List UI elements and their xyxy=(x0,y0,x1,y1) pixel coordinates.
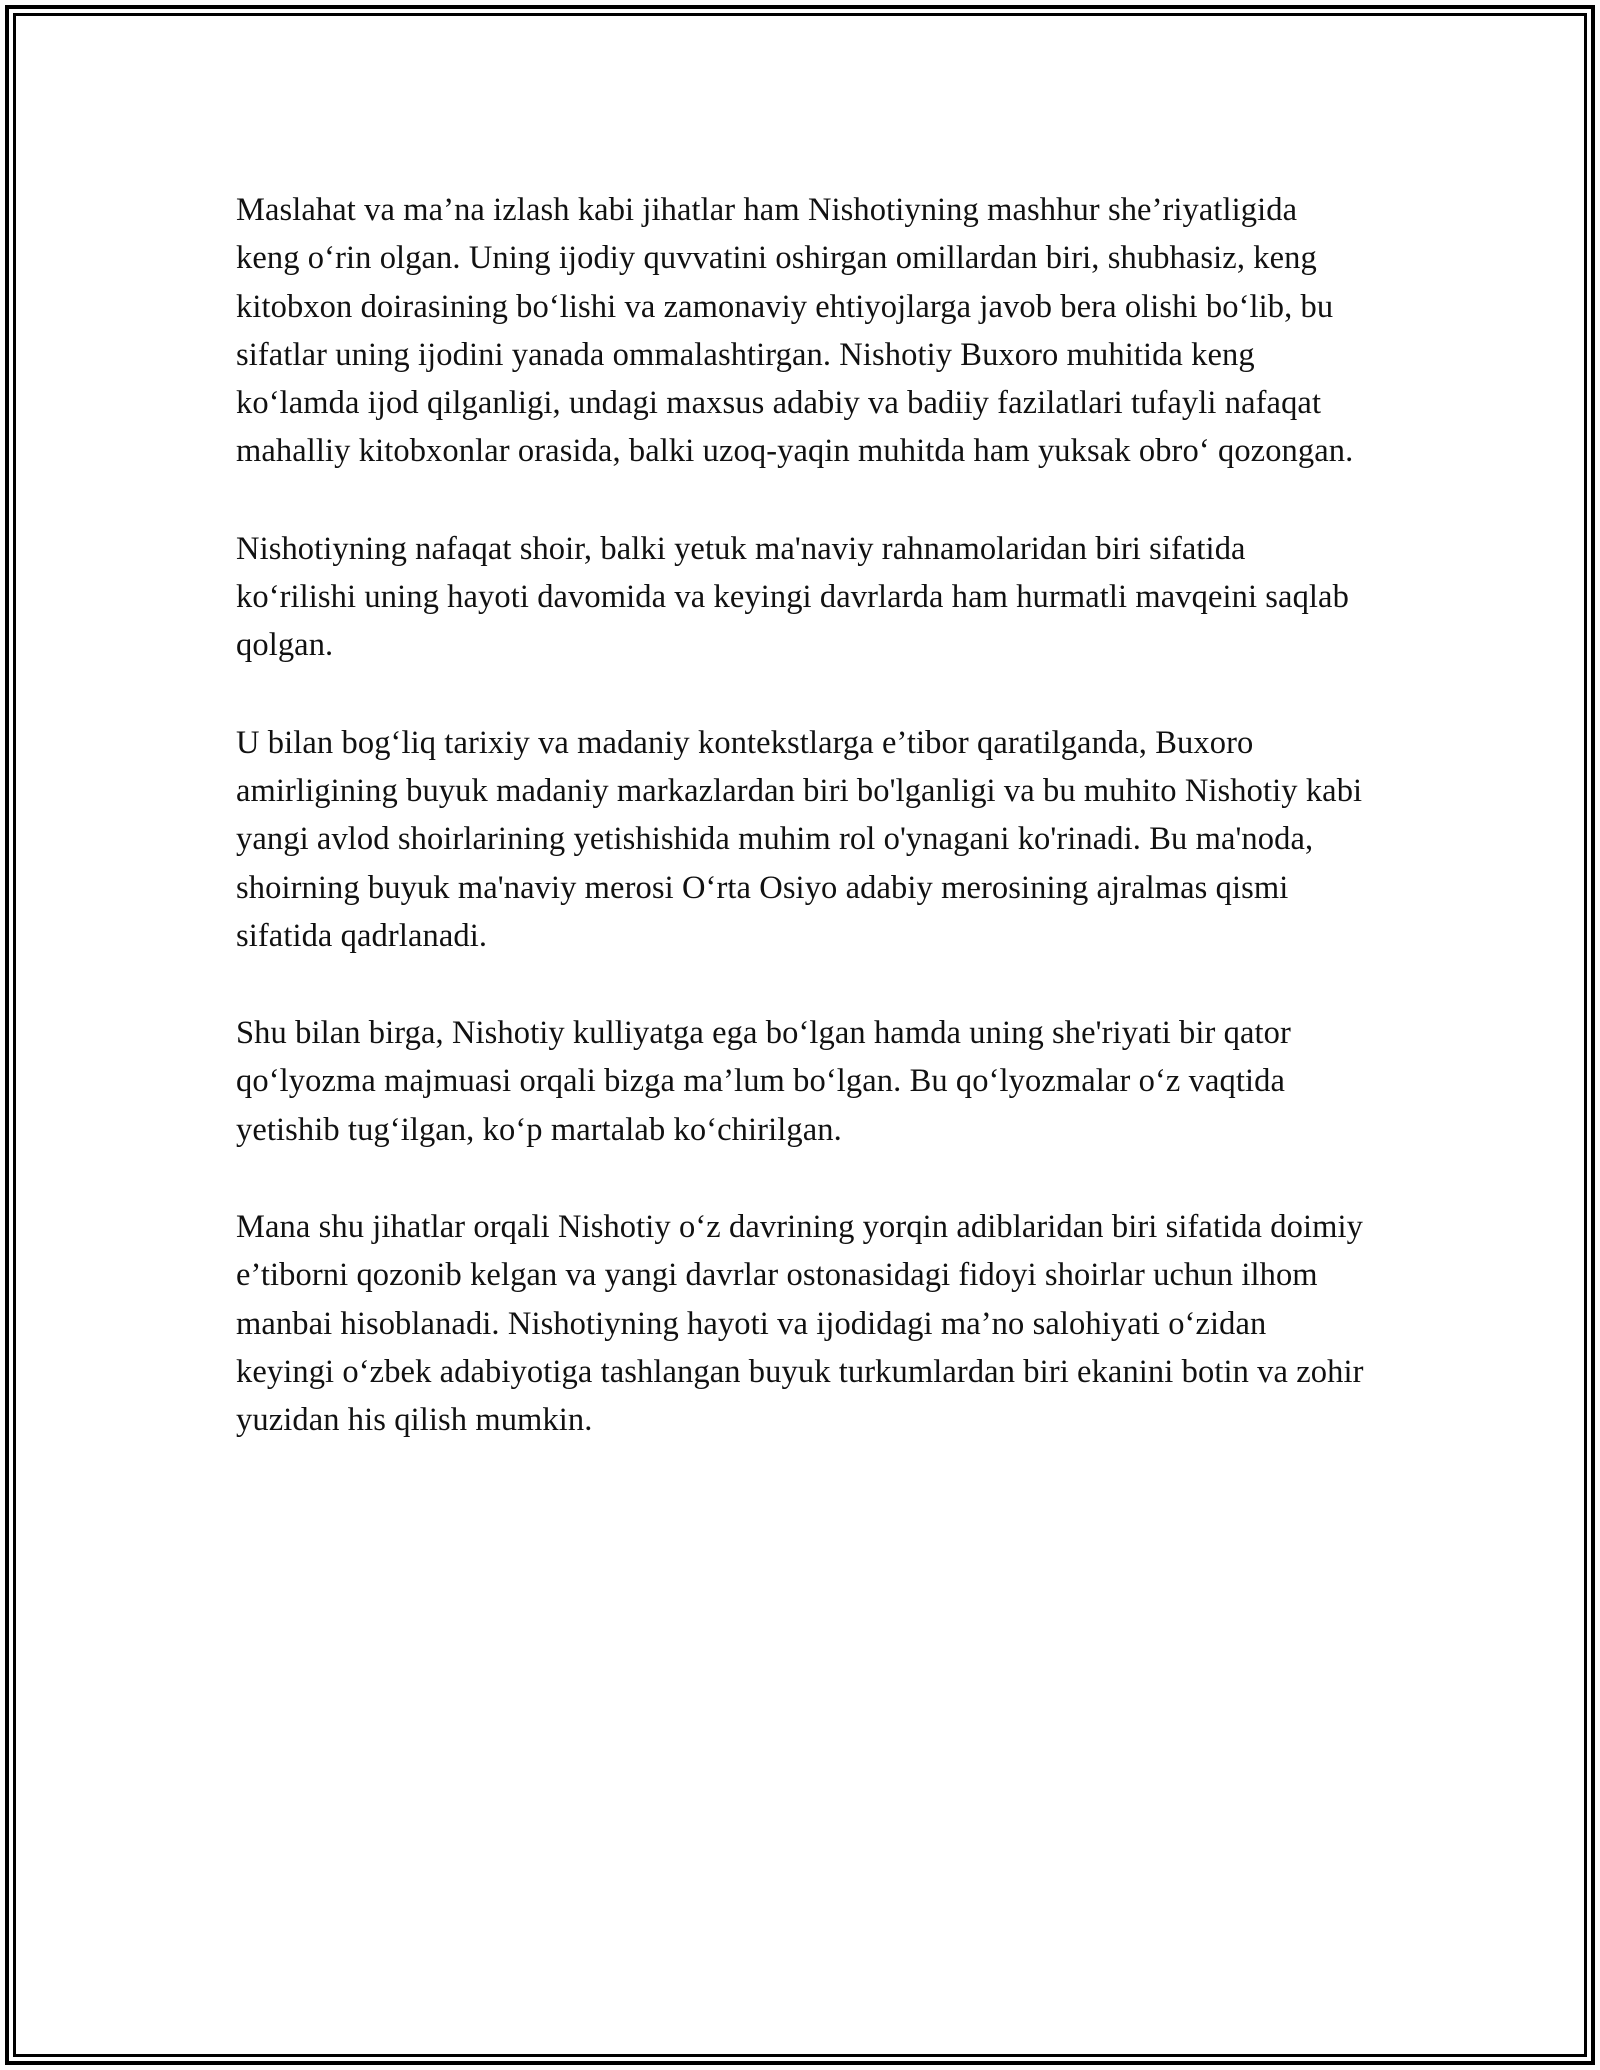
paragraph-2: Nishotiyning nafaqat shoir, balki yetuk ma'naviy rahnamolaridan biri sifatida ko‘rilishi uning hayoti davomida va keyingi davrlarda ham hurmatli mavqeini saqlab qolgan. xyxy=(236,530,1349,664)
paragraph-4: Shu bilan birga, Nishotiy kulliyatga ega bo‘lgan hamda uning she'riyati bir qator qo‘lyozma majmuasi orqali bizga ma’lum bo‘lgan. Bu qo‘lyozmalar o‘z vaqtida yetishib tug‘ilgan, ko‘p martalab ko‘chirilgan. xyxy=(236,1015,1291,1148)
paragraph-5: Mana shu jihatlar orqali Nishotiy o‘z davrining yorqin adiblaridan biri sifatida doimiy e’tiborni qozonib kelgan va yangi davrlar ostonasidagi fidoyi shoirlar uchun ilhom manbai hisoblanadi. Nishotiyning hayoti va ijodidagi ma’no salohiyati o‘zidan keyingi o‘zbek adabiyotiga tashlangan buyuk turkumlardan biri ekanini botin va zohir yuzidan his qilish mumkin. xyxy=(236,1209,1364,1439)
paragraph-3: U bilan bog‘liq tarixiy va madaniy kontekstlarga e’tibor qaratilganda, Buxoro amirligining buyuk madaniy markazlardan biri bo'lganligi va bu muhito Nishotiy kabi yangi avlod shoirlarining yetishishida muhim rol o'ynagani ko'rinadi. Bu ma'noda, shoirning buyuk ma'naviy merosi O‘rta Osiyo adabiy merosining ajralmas qismi sifatida qadrlanadi. xyxy=(236,724,1363,954)
paragraph-1: Maslahat va ma’na izlash kabi jihatlar ham Nishotiyning mashhur she’riyatligida keng o‘rin olgan. Uning ijodiy quvvatini oshirgan omillardan biri, shubhasiz, keng kitobxon doirasining bo‘lishi va zamonaviy ehtiyojlarga javob bera olishi bo‘lib, bu sifatlar uning ijodini yanada ommalashtirgan. Nishotiy Buxoro muhitida keng ko‘lamda ijod qilganligi, undagi maxsus adabiy va badiiy fazilatlari tufayli nafaqat mahalliy kitobxonlar orasida, balki uzoq-yaqin muhitda ham yuksak obro‘ qozongan. xyxy=(236,192,1354,470)
document-body xyxy=(236,186,1366,1445)
